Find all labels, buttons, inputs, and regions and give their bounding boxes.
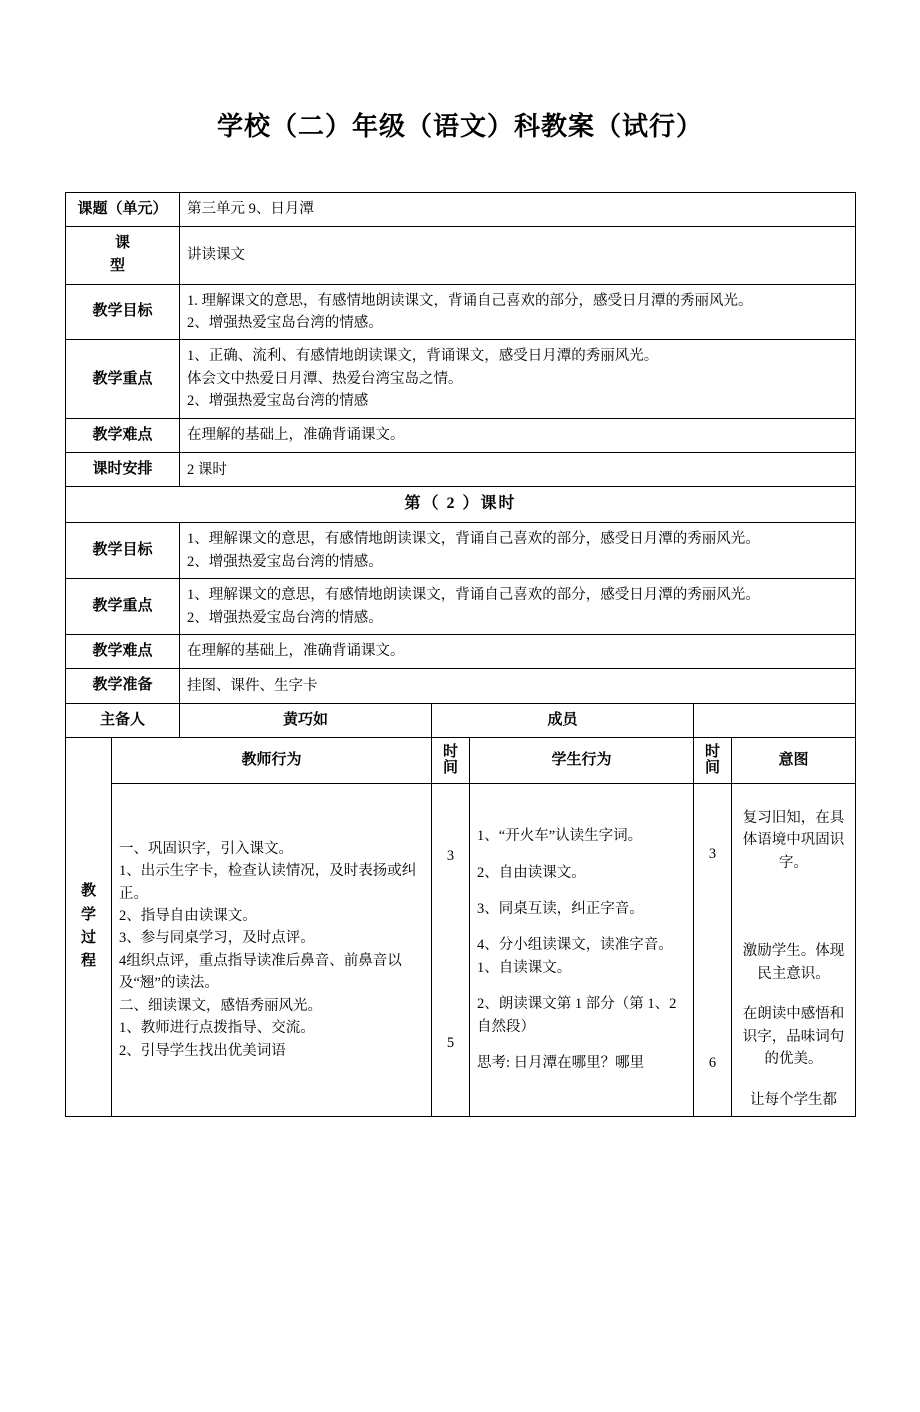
- teacher-line-1: 1、出示生字卡，检查认读情况，及时表扬或纠正。: [119, 863, 417, 902]
- difficulty2-value: 在理解的基础上，准确背诵课文。: [180, 635, 856, 669]
- time-1-value-1: 5: [446, 1034, 455, 1051]
- table-row-objectives: [66, 284, 856, 340]
- time-2-char-0: 时: [705, 743, 721, 760]
- process-label: [66, 737, 112, 1116]
- intent-line-1: 激励学生。体现民主意识。: [742, 943, 845, 982]
- objectives2-line-1: 1、理解课文的意思，有感情地朗读课文，背诵自己喜欢的部分，感受日月潭的秀丽风光。: [187, 531, 760, 548]
- column-header-time-2: [694, 737, 732, 783]
- schedule-value: 2 课时: [180, 453, 856, 487]
- teacher-line-0: 一、巩固识字，引入课文。: [119, 840, 293, 857]
- objectives-line-1: 1. 理解课文的意思，有感情地朗读课文，背诵自己喜欢的部分，感受日月潭的秀丽风光。: [187, 292, 753, 309]
- teacher-line-3: 3、参与同桌学习，及时点评。: [119, 930, 315, 947]
- teacher-line-6: 1、教师进行点拨指导、交流。: [119, 1020, 315, 1037]
- table-row-preparation: [66, 669, 856, 703]
- document-page: [0, 110, 920, 1412]
- objectives-label: 教学目标: [66, 284, 180, 340]
- difficulty2-label: 教学难点: [66, 635, 180, 669]
- table-row-focus2: [66, 579, 856, 635]
- teacher-line-7: 2、引导学生找出优美词语: [119, 1042, 286, 1059]
- table-row-process-headers: [66, 737, 856, 783]
- time-2-cell: [694, 783, 732, 1116]
- intent-cell: [732, 783, 856, 1116]
- objectives2-label: 教学目标: [66, 523, 180, 579]
- teacher-line-2: 2、指导自由读课文。: [119, 907, 257, 924]
- difficulty-value: 在理解的基础上，准确背诵课文。: [180, 418, 856, 452]
- focus-label: 教学重点: [66, 340, 180, 418]
- time-1-char-0: 时: [443, 743, 459, 760]
- topic-value: 第三单元 9、日月潭: [180, 192, 856, 226]
- members-value: [694, 703, 856, 737]
- table-row-type: [66, 227, 856, 285]
- objectives-line-2: 2、增强热爱宝岛台湾的情感。: [187, 315, 383, 332]
- student-line-3: 4、分小组读课文，读准字音。: [477, 937, 673, 954]
- table-row-difficulty2: [66, 635, 856, 669]
- table-row-process-content: [66, 783, 856, 1116]
- type-value: 讲读课文: [180, 227, 856, 285]
- intent-line-2: 在朗读中感悟和识字，品味词句的优美。: [742, 1006, 845, 1068]
- objectives-value: [180, 284, 856, 340]
- preparation-value: 挂图、课件、生字卡: [180, 669, 856, 703]
- table-row-schedule: [66, 453, 856, 487]
- focus-value: [180, 340, 856, 418]
- intent-line-3: 让每个学生都: [750, 1091, 838, 1108]
- student-line-1: 2、自由读课文。: [477, 864, 586, 881]
- teacher-behavior-cell: [112, 783, 432, 1116]
- column-header-student: 学生行为: [470, 737, 694, 783]
- student-line-2: 3、同桌互读，纠正字音。: [477, 900, 644, 917]
- period-header: 第（ 2 ）课时: [66, 487, 856, 523]
- intent-line-0: 复习旧知，在具体语境中巩固识字。: [742, 809, 845, 871]
- process-label-char-3: 程: [80, 953, 96, 970]
- process-label-char-1: 学: [80, 906, 96, 923]
- column-header-intent: 意图: [732, 737, 856, 783]
- time-1-cell: [432, 783, 470, 1116]
- page-title: 学校（二）年级（语文）科教案（试行）: [216, 112, 703, 141]
- time-2-value-0: 3: [708, 846, 717, 863]
- lesson-plan-table: [65, 192, 856, 1117]
- teacher-line-4: 4组织点评，重点指导读准后鼻音、前鼻音以及“翘”的读法。: [119, 952, 402, 992]
- student-line-0: 1、“开火车”认读生字词。: [477, 828, 643, 845]
- process-label-char-0: 教: [80, 883, 96, 900]
- table-row-focus: [66, 340, 856, 418]
- process-label-char-2: 过: [80, 929, 96, 946]
- time-2-char-1: 间: [705, 760, 721, 777]
- time-1-char-1: 间: [443, 760, 459, 777]
- topic-label: 课题（单元）: [66, 192, 180, 226]
- student-line-6: 思考: 日月潭在哪里？哪里: [477, 1055, 645, 1072]
- objectives2-line-2: 2、增强热爱宝岛台湾的情感。: [187, 553, 383, 570]
- focus-line-3: 2、增强热爱宝岛台湾的情感: [187, 393, 369, 410]
- focus2-line-2: 2、增强热爱宝岛台湾的情感。: [187, 609, 383, 626]
- type-label: 课 型: [66, 227, 180, 285]
- focus2-line-1: 1、理解课文的意思，有感情地朗读课文，背诵自己喜欢的部分，感受日月潭的秀丽风光。: [187, 587, 760, 604]
- focus-line-1: 1、正确、流利、有感情地朗读课文，背诵课文，感受日月潭的秀丽风光。: [187, 348, 659, 365]
- time-2-value-1: 6: [708, 1054, 717, 1071]
- column-header-teacher: 教师行为: [112, 737, 432, 783]
- members-label: 成员: [432, 703, 694, 737]
- column-header-time-1: [432, 737, 470, 783]
- focus2-label: 教学重点: [66, 579, 180, 635]
- author-label: 主备人: [66, 703, 180, 737]
- preparation-label: 教学准备: [66, 669, 180, 703]
- student-behavior-cell: [470, 783, 694, 1116]
- time-1-value-0: 3: [446, 848, 455, 865]
- table-row-period-header: [66, 487, 856, 523]
- table-row-objectives2: [66, 523, 856, 579]
- schedule-label: 课时安排: [66, 453, 180, 487]
- teacher-line-5: 二、细读课文，感悟秀丽风光。: [119, 997, 322, 1014]
- table-row-author: [66, 703, 856, 737]
- table-row-topic: [66, 192, 856, 226]
- objectives2-value: [180, 523, 856, 579]
- table-row-difficulty: [66, 418, 856, 452]
- author-value: 黄巧如: [180, 703, 432, 737]
- focus2-value: [180, 579, 856, 635]
- difficulty-label: 教学难点: [66, 418, 180, 452]
- student-line-5: 2、朗读课文第 1 部分（第 1、2 自然段）: [477, 996, 677, 1035]
- student-line-4: 1、自读课文。: [477, 959, 572, 976]
- focus-line-2: 体会文中热爱日月潭、热爱台湾宝岛之情。: [187, 370, 463, 387]
